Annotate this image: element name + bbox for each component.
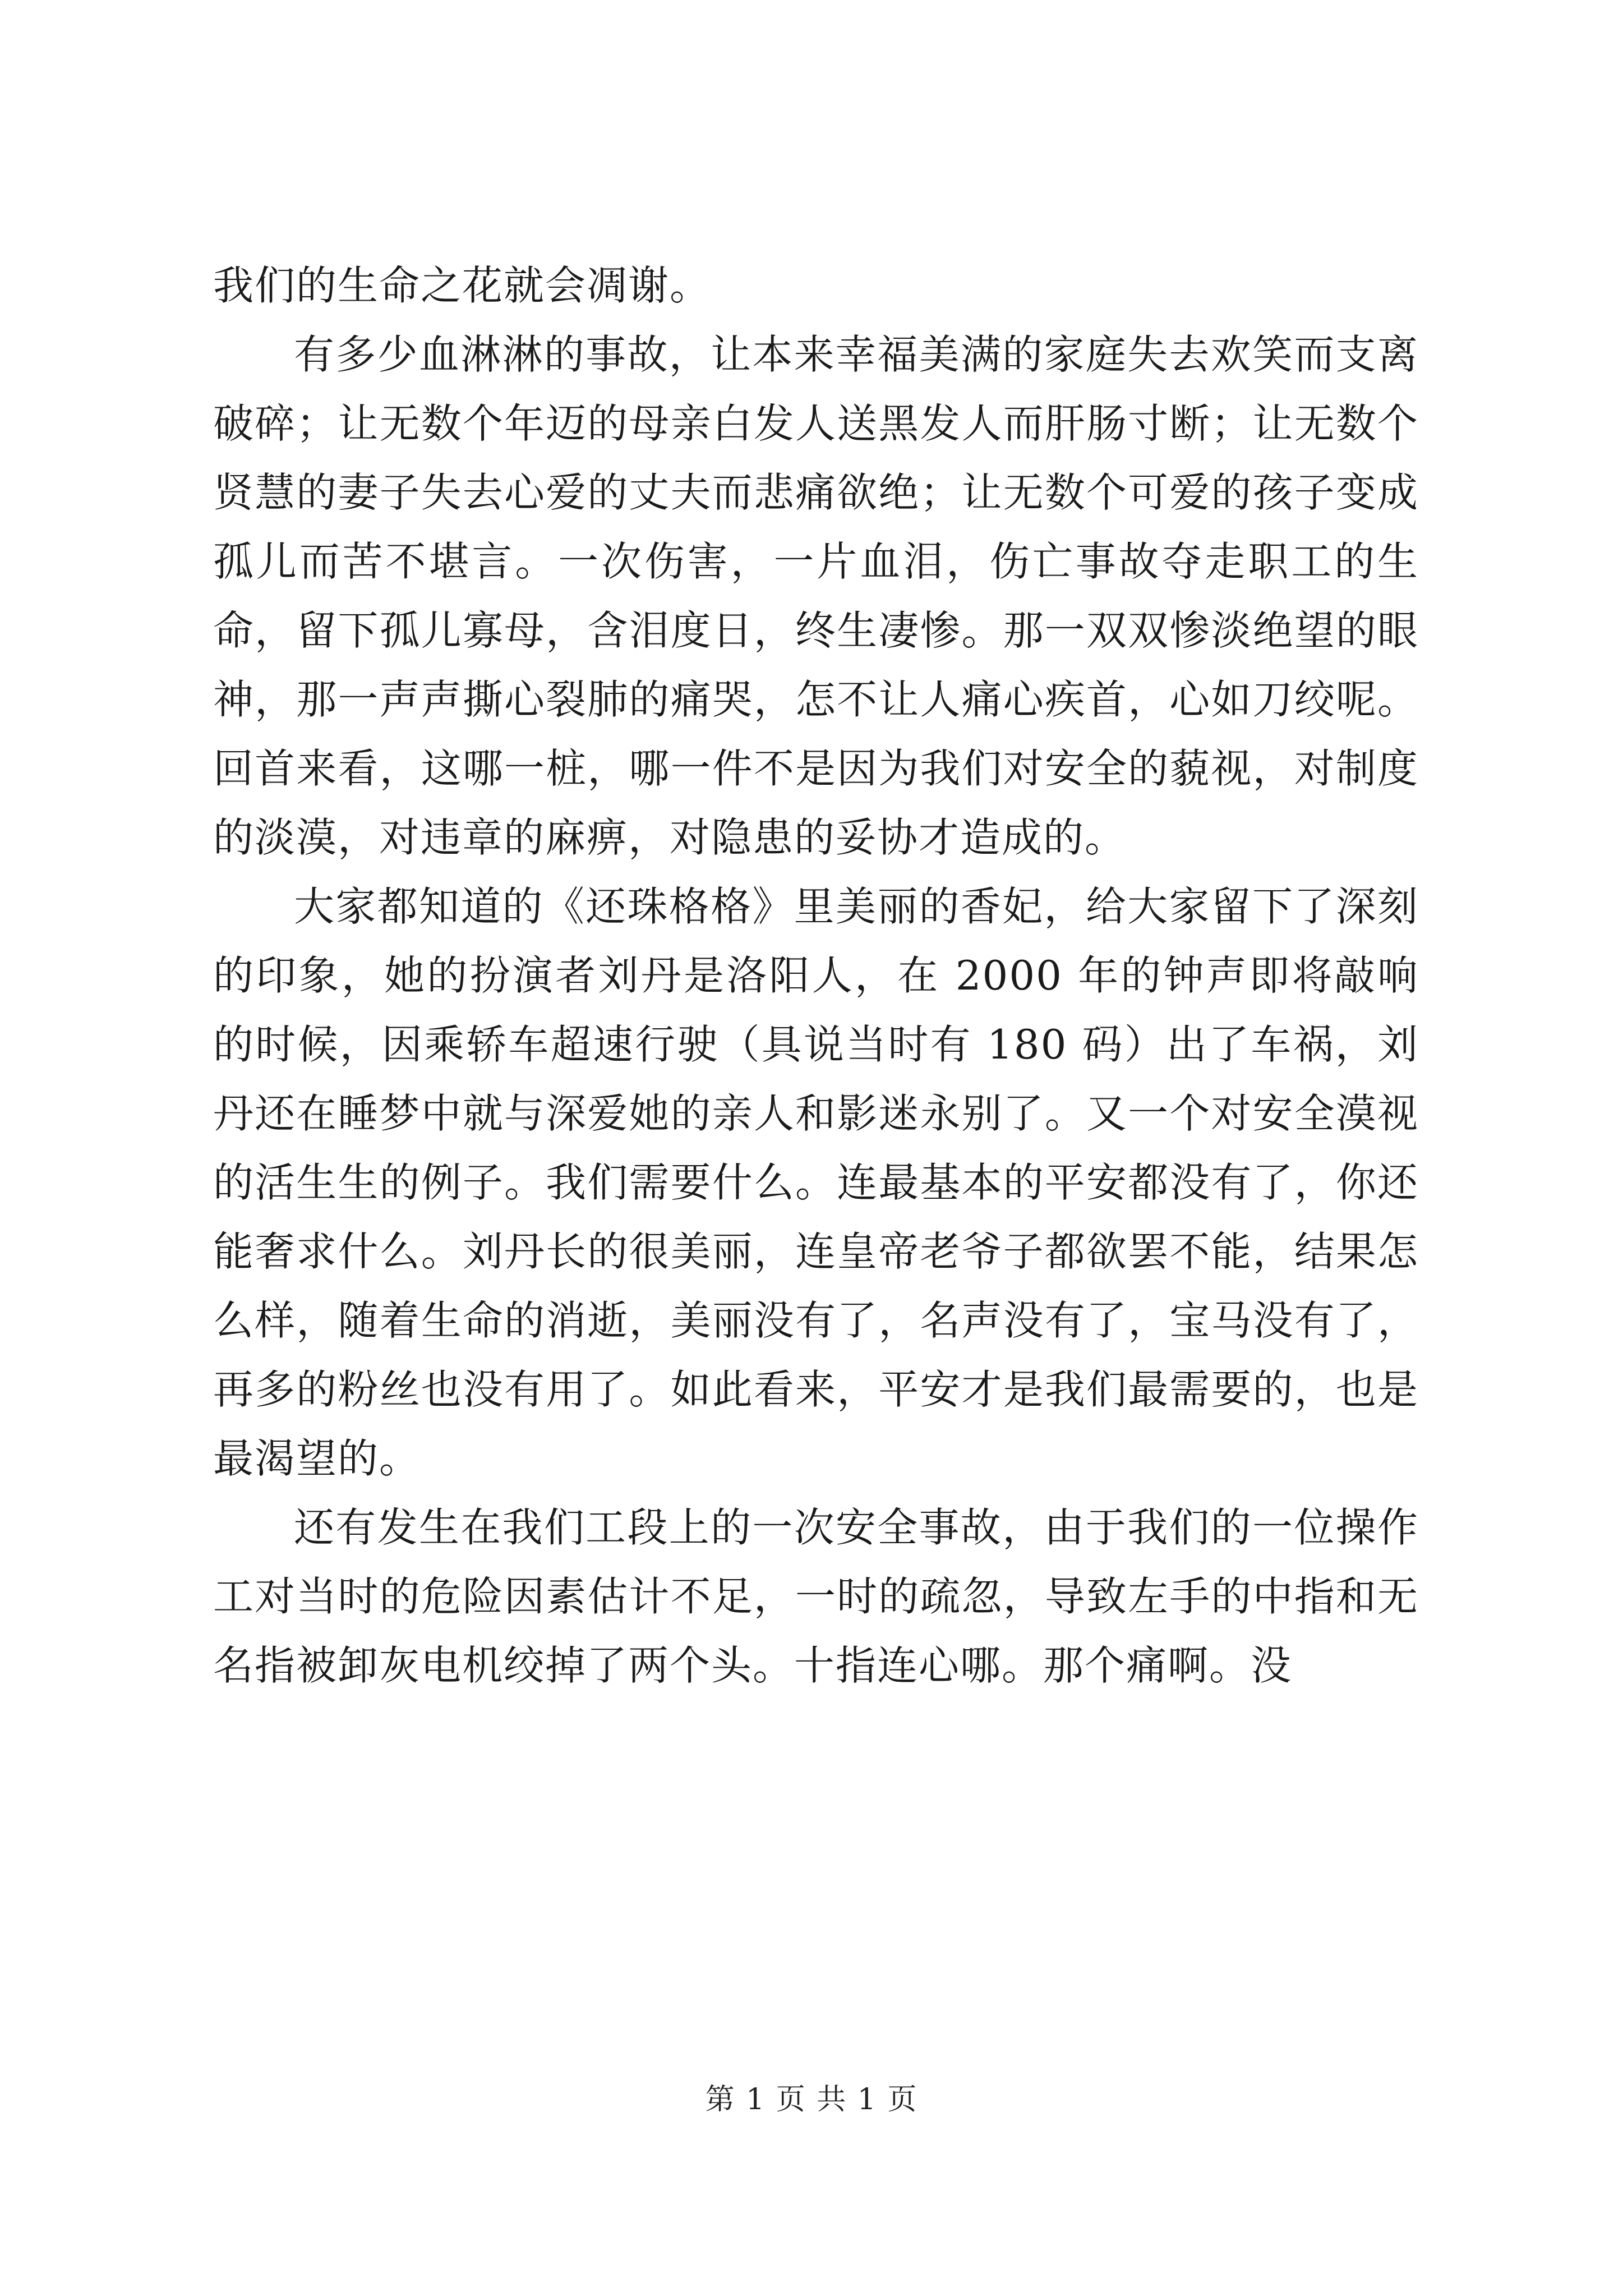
paragraph-2: 有多少血淋淋的事故，让本来幸福美满的家庭失去欢笑而支离破碎；让无数个年迈的母亲白发人送黑发人而肝肠寸断；让无数个贤慧的妻子失去心爱的丈夫而悲痛欲绝；让无数个可爱的孩子变成孤儿而苦不堪言。一次伤害，一片血泪，伤亡事故夺走职工的生命，留下孤儿寡母，含泪度日，终生凄惨。那一双双惨淡绝望的眼神，那一声声撕心裂肺的痛哭，怎不让人痛心疾首，心如刀绞呢。回首来看，这哪一桩，哪一件不是因为我们对安全的藐视，对制度的淡漠，对违章的麻痹，对隐患的妥协才造成的。 xyxy=(213,331,1419,861)
document-body xyxy=(213,251,1419,1700)
paragraph-4: 还有发生在我们工段上的一次安全事故，由于我们的一位操作工对当时的危险因素估计不足，一时的疏忽，导致左手的中指和无名指被卸灰电机绞掉了两个头。十指连心哪。那个痛啊。没 xyxy=(213,1504,1419,1689)
page-number-footer: 第 1 页 共 1 页 xyxy=(705,2083,918,2116)
paragraph-3: 大家都知道的《还珠格格》里美丽的香妃，给大家留下了深刻的印象，她的扮演者刘丹是洛阳人，在 2000 年的钟声即将敲响的时候，因乘轿车超速行驶（具说当时有 180 码）出了车祸，刘丹还在睡梦中就与深爱她的亲人和影迷永别了。又一个对安全漠视的活生生的例子。我们需要什么。连最基本的平安都没有了，你还能奢求什么。刘丹长的很美丽，连皇帝老爷子都欲罢不能，结果怎么样，随着生命的消逝，美丽没有了，名声没有了，宝马没有了，再多的粉丝也没有用了。如此看来，平安才是我们最需要的，也是最渴望的。 xyxy=(213,883,1419,1482)
paragraph-1: 我们的生命之花就会凋谢。 xyxy=(213,262,712,309)
